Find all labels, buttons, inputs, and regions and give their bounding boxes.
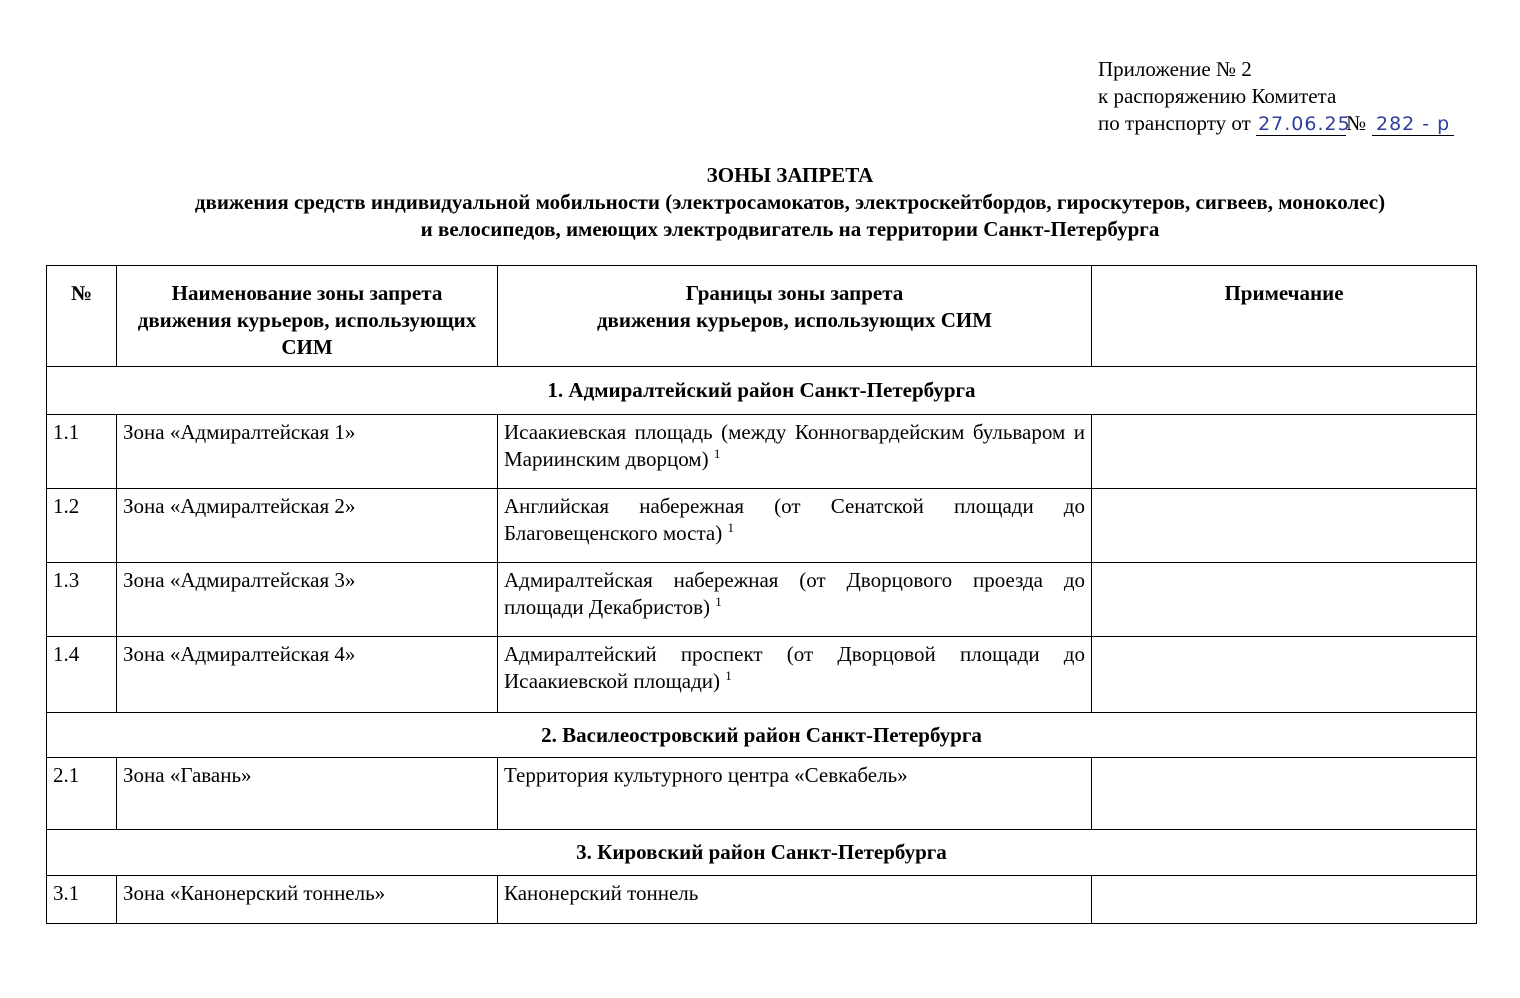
header-bounds-line-1: Границы зоны запрета: [685, 281, 904, 305]
row-bounds: [498, 415, 1092, 489]
row-num: 1.4: [47, 637, 117, 713]
row-bounds: [498, 637, 1092, 713]
zones-table: [46, 265, 1477, 924]
row-zone: Зона «Адмиралтейская 3»: [117, 563, 498, 637]
row-note: [1092, 563, 1477, 637]
table-row: [47, 489, 1477, 563]
header-note: Примечание: [1092, 266, 1477, 367]
row-note: [1092, 415, 1477, 489]
section-row: [47, 713, 1477, 758]
row-bounds: [498, 758, 1092, 830]
appendix-line-2: к распоряжению Комитета: [1098, 84, 1337, 108]
section-row: [47, 830, 1477, 876]
row-zone: Зона «Адмиралтейская 2»: [117, 489, 498, 563]
section-title: 1. Адмиралтейский район Санкт-Петербурга: [47, 367, 1477, 415]
document-title: [40, 162, 1520, 243]
row-bounds-text: Исаакиевская площадь (между Конногвардейским бульваром и Мариинским дворцом): [504, 420, 1085, 471]
row-zone: Зона «Адмиралтейская 1»: [117, 415, 498, 489]
title-line-3: и велосипедов, имеющих электродвигатель на территории Санкт-Петербурга: [420, 217, 1160, 241]
row-bounds-text: Английская набережная (от Сенатской площади до Благовещенского моста): [504, 494, 1085, 545]
footnote-mark: 1: [715, 594, 722, 609]
row-bounds: [498, 489, 1092, 563]
row-num: 1.3: [47, 563, 117, 637]
section-row: [47, 367, 1477, 415]
title-main: ЗОНЫ ЗАПРЕТА: [706, 163, 874, 187]
row-note: [1092, 876, 1477, 924]
row-bounds-text: Территория культурного центра «Севкабель»: [504, 763, 908, 787]
table-row: [47, 563, 1477, 637]
footnote-mark: 1: [727, 520, 734, 535]
header-num: №: [47, 266, 117, 367]
appendix-line-3-prefix: по транспорту от: [1098, 111, 1251, 135]
footnote-mark: 1: [725, 668, 732, 683]
table-row: [47, 637, 1477, 713]
row-note: [1092, 637, 1477, 713]
row-note: [1092, 489, 1477, 563]
row-num: 3.1: [47, 876, 117, 924]
header-bounds: [498, 266, 1092, 367]
row-bounds: [498, 876, 1092, 924]
section-title: 2. Василеостровский район Санкт-Петербурга: [47, 713, 1477, 758]
row-bounds: [498, 563, 1092, 637]
header-zone: Наименование зоны запрета движения курьеров, использующих СИМ: [117, 266, 498, 367]
row-bounds-text: Адмиралтейский проспект (от Дворцовой площади до Исаакиевской площади): [504, 642, 1085, 693]
table-row: [47, 758, 1477, 830]
row-zone: Зона «Канонерский тоннель»: [117, 876, 498, 924]
handwritten-number: 282 - р: [1372, 113, 1454, 136]
row-bounds-text: Адмиралтейская набережная (от Дворцового проезда до площади Декабристов): [504, 568, 1085, 619]
row-num: 2.1: [47, 758, 117, 830]
row-num: 1.1: [47, 415, 117, 489]
table-row: [47, 415, 1477, 489]
row-zone: Зона «Гавань»: [117, 758, 498, 830]
number-sign: №: [1346, 111, 1367, 135]
appendix-line-3: [1098, 110, 1454, 137]
appendix-header: [1098, 56, 1454, 137]
section-title: 3. Кировский район Санкт-Петербурга: [47, 830, 1477, 876]
table-header-row: [47, 266, 1477, 367]
row-bounds-text: Канонерский тоннель: [504, 881, 699, 905]
handwritten-date: 27.06.25: [1258, 113, 1351, 135]
footnote-mark: 1: [713, 446, 721, 461]
table-row: [47, 876, 1477, 924]
title-line-2: движения средств индивидуальной мобильности (электросамокатов, электроскейтбордов, гироскутеров, сигвеев, моноколес): [194, 190, 1386, 214]
appendix-line-1: Приложение № 2: [1098, 57, 1252, 81]
row-note: [1092, 758, 1477, 830]
row-zone: Зона «Адмиралтейская 4»: [117, 637, 498, 713]
header-bounds-line-2: движения курьеров, использующих СИМ: [596, 308, 993, 332]
row-num: 1.2: [47, 489, 117, 563]
